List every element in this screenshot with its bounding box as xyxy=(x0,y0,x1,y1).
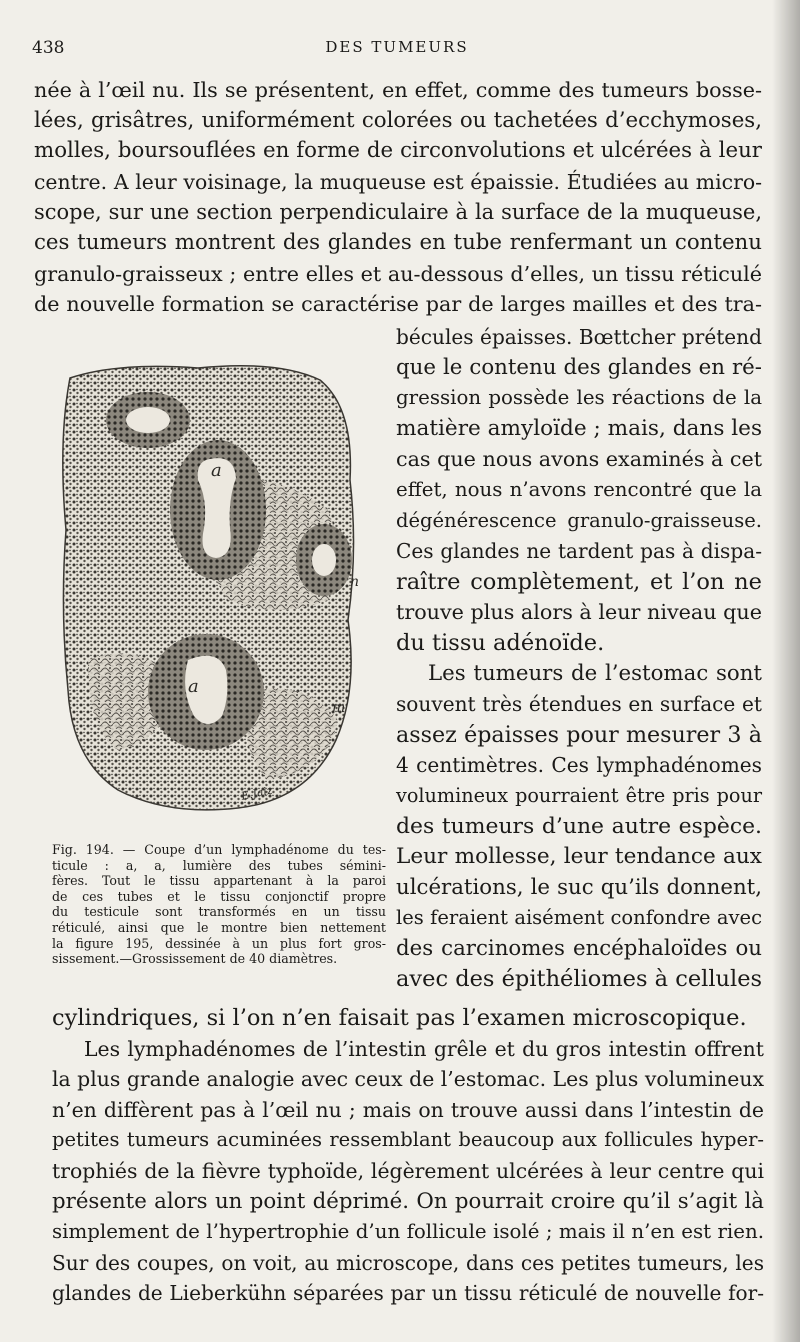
text-line: les feraient aisément confondre avec xyxy=(396,906,762,930)
page-number: 438 xyxy=(32,38,65,58)
text-line: simplement de l’hypertrophie d’un follicule isolé ; mais il n’en est rien. xyxy=(52,1220,764,1244)
text-line: volumineux pourraient être pris pour xyxy=(396,783,762,807)
text-line: Les lymphadénomes de l’intestin grêle et du gros intestin offrent xyxy=(84,1036,764,1061)
text-line: gression possède les réactions de la xyxy=(396,386,762,410)
text-line: matière amyloïde ; mais, dans les xyxy=(396,415,763,441)
text-line: granulo-graisseux ; entre elles et au-dessous d’elles, un tissu réticulé xyxy=(34,261,762,286)
text-line: la plus grande analogie avec ceux de l’estomac. Les plus volumineux xyxy=(52,1067,764,1092)
text-line: petites tumeurs acuminées ressemblant beaucoup aux follicules hyper- xyxy=(52,1128,764,1152)
figure-label-m: m xyxy=(332,700,346,716)
text-line: trouve plus alors à leur niveau que xyxy=(396,600,762,625)
text-line: cylindriques, si l’on n’en faisait pas l’examen microscopique. xyxy=(52,1005,747,1031)
right-column-paragraphs xyxy=(396,322,762,995)
text-line: 4 centimètres. Ces lymphadénomes xyxy=(396,753,762,778)
caption-line: fères. Tout le tissu appartenant à la paroi xyxy=(52,873,386,889)
text-line: trophiés de la fièvre typhoïde, légèrement ulcérées à leur centre qui xyxy=(52,1158,764,1183)
caption-line: ticule : a, a, lumière des tubes sémini- xyxy=(52,857,386,873)
page-header xyxy=(32,38,762,64)
text-line: effet, nous n’avons rencontré que la xyxy=(396,477,762,501)
text-line: Sur des coupes, on voit, au microscope, dans ces petites tumeurs, les xyxy=(52,1250,764,1275)
text-line: Ces glandes ne tardent pas à dispa- xyxy=(396,539,762,564)
caption-line: sissement.—Grossissement de 40 diamètres. xyxy=(52,951,338,967)
text-line: n’en diffèrent pas à l’œil nu ; mais on trouve aussi dans l’intestin de xyxy=(52,1097,764,1122)
top-paragraph xyxy=(34,75,762,320)
text-line: assez épaisses pour mesurer 3 à xyxy=(396,721,762,748)
text-line: bécules épaisses. Bœttcher prétend xyxy=(396,325,762,349)
text-line: ces tumeurs montrent des glandes en tube renfermant un contenu xyxy=(34,229,762,255)
engraver-signature: E.Jaiz xyxy=(239,783,274,803)
figure-label-a-upper: a xyxy=(211,460,222,481)
text-line: avec des épithéliomes à cellules xyxy=(396,966,763,993)
figure-label-a-lower: a xyxy=(188,676,199,697)
text-line: des carcinomes encéphaloïdes ou xyxy=(396,935,762,961)
text-line: présente alors un point déprimé. On pourrait croire qu’il s’agit là xyxy=(52,1188,764,1214)
text-line: souvent très étendues en surface et xyxy=(396,692,762,717)
bottom-paragraphs xyxy=(52,1003,764,1309)
caption-line: de ces tubes et le tissu conjonctif propre xyxy=(52,888,386,904)
text-line: scope, sur une section perpendiculaire à la surface de la muqueuse, xyxy=(34,200,762,225)
text-line: glandes de Lieberkühn séparées par un tissu réticulé de nouvelle for- xyxy=(52,1281,764,1306)
figure-194-illustration xyxy=(58,360,362,830)
text-line: molles, boursouflées en forme de circonvolutions et ulcérées à leur xyxy=(34,138,762,164)
running-head: DES TUMEURS xyxy=(325,38,469,56)
figure-label-n: n xyxy=(350,574,360,590)
caption-line: la figure 195, dessinée à un plus fort gros- xyxy=(52,935,386,951)
text-line: centre. A leur voisinage, la muqueuse est épaissie. Étudiées au micro- xyxy=(34,169,762,194)
text-line: ulcérations, le suc qu’ils donnent, xyxy=(396,874,762,900)
text-line: cas que nous avons examinés à cet xyxy=(396,447,763,472)
text-line: que le contenu des glandes en ré- xyxy=(396,354,762,380)
text-line: Les tumeurs de l’estomac sont xyxy=(428,660,762,686)
text-line: du tissu adénoïde. xyxy=(396,629,605,656)
figure-caption xyxy=(52,842,386,967)
text-line: raître complètement, et l’on ne xyxy=(396,568,762,595)
text-line: des tumeurs d’une autre espèce. xyxy=(396,813,762,839)
caption-line: réticulé, ainsi que le montre bien nettement xyxy=(52,919,386,935)
text-line: de nouvelle formation se caractérise par de larges mailles et des tra- xyxy=(34,292,762,317)
text-line: dégénérescence granulo-graisseuse. xyxy=(396,508,762,532)
text-line: née à l’œil nu. Ils se présentent, en effet, comme des tumeurs bosse- xyxy=(34,78,762,102)
caption-line: du testicule sont transformés en un tissu xyxy=(52,904,386,920)
page-gutter-shadow xyxy=(772,0,800,1342)
caption-line: Fig. 194. — Coupe d’un lymphadénome du tes- xyxy=(52,842,386,857)
text-line: lées, grisâtres, uniformément colorées ou tachetées d’ecchymoses, xyxy=(34,107,762,133)
lymphadenoma-engraving xyxy=(58,360,362,830)
text-line: Leur mollesse, leur tendance aux xyxy=(396,844,762,870)
